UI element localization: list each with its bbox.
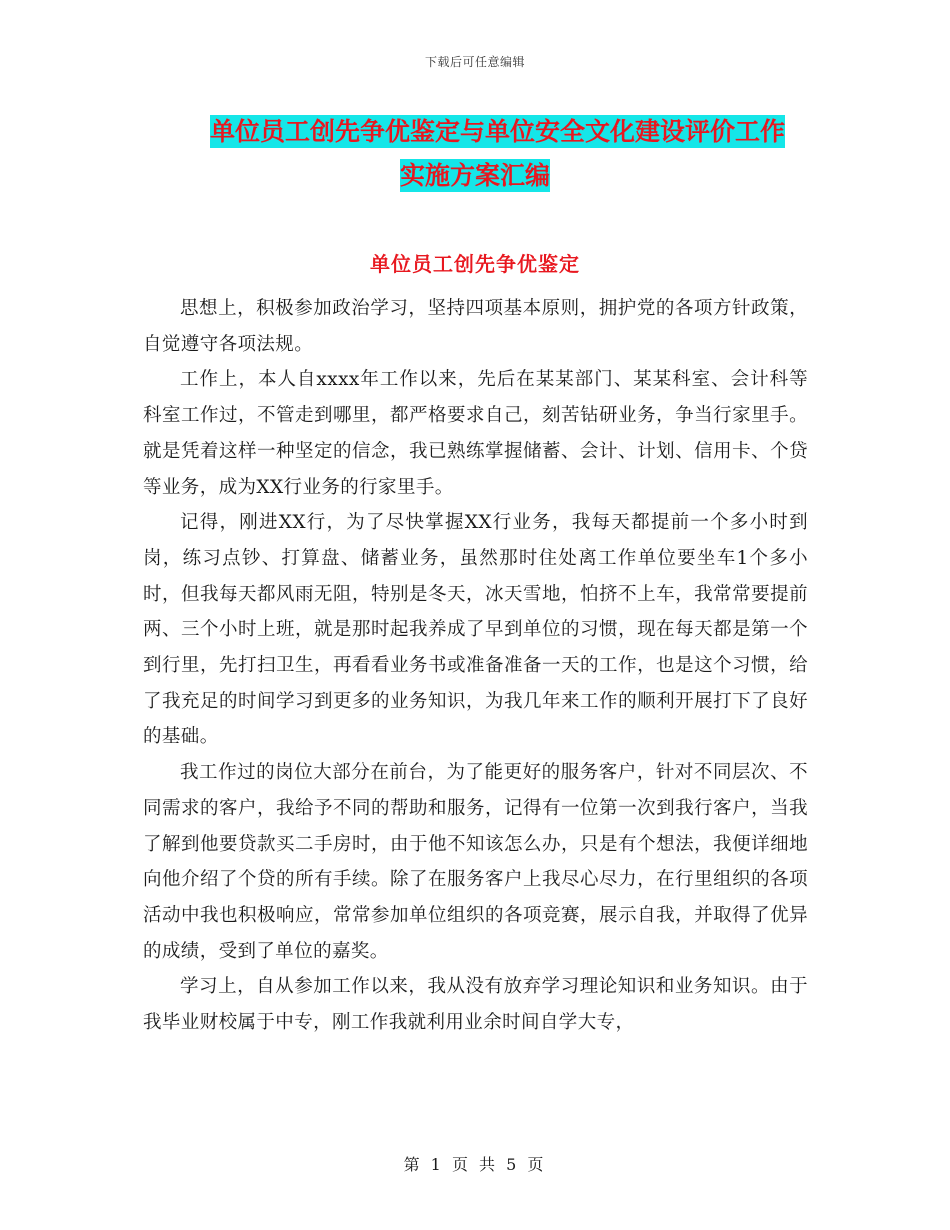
header-note: 下载后可任意编辑 bbox=[424, 55, 525, 69]
paragraph-work: 工作上，本人自xxxx年工作以来，先后在某某部门、某某科室、会计科等科室工作过，不管走到哪里，都严格要求自己，刻苦钻研业务，争当行家里手。就是凭着这样一种坚定的信念，我已熟练掌握储蓄、会计、计划、信用卡、个贷等业务，成为XX行业务的行家里手。 bbox=[143, 369, 808, 498]
paragraph-ideology: 思想上，积极参加政治学习，坚持四项基本原则，拥护党的各项方针政策，自觉遵守各项法规。 bbox=[143, 298, 808, 355]
title-line-1-wrapper bbox=[0, 110, 950, 154]
title-line-1: 单位员工创先争优鉴定与单位安全文化建设评价工作 bbox=[209, 117, 785, 146]
title-line-2-wrapper bbox=[0, 154, 950, 198]
document-title bbox=[0, 110, 950, 198]
section-heading: 单位员工创先争优鉴定 bbox=[370, 252, 580, 276]
body-text bbox=[143, 291, 808, 1041]
title-line-2: 实施方案汇编 bbox=[399, 161, 550, 190]
paragraph-service: 我工作过的岗位大部分在前台，为了能更好的服务客户，针对不同层次、不同需求的客户，我给予不同的帮助和服务，记得有一位第一次到我行客户，当我了解到他要贷款买二手房时，由于他不知该怎么办，只是有个想法，我便详细地向他介绍了个贷的所有手续。除了在服务客户上我尽心尽力，在行里组织的各项活动中我也积极响应，常常参加单位组织的各项竞赛，展示自我，并取得了优异的成绩，受到了单位的嘉奖。 bbox=[143, 762, 808, 962]
paragraph-memory: 记得，刚进XX行，为了尽快掌握XX行业务，我每天都提前一个多小时到岗，练习点钞、打算盘、储蓄业务，虽然那时住处离工作单位要坐车1个多小时，但我每天都风雨无阻，特别是冬天，冰天雪地，怕挤不上车，我常常要提前两、三个小时上班，就是那时起我养成了早到单位的习惯，现在每天都是第一个到行里，先打扫卫生，再看看业务书或准备准备一天的工作，也是这个习惯，给了我充足的时间学习到更多的业务知识，为我几年来工作的顺利开展打下了良好的基础。 bbox=[143, 512, 808, 748]
paragraph-study: 学习上，自从参加工作以来，我从没有放弃学习理论知识和业务知识。由于我毕业财校属于中专，刚工作我就利用业余时间自学大专， bbox=[143, 976, 808, 1034]
page-footer: 第 1 页 共 5 页 bbox=[403, 1155, 547, 1174]
